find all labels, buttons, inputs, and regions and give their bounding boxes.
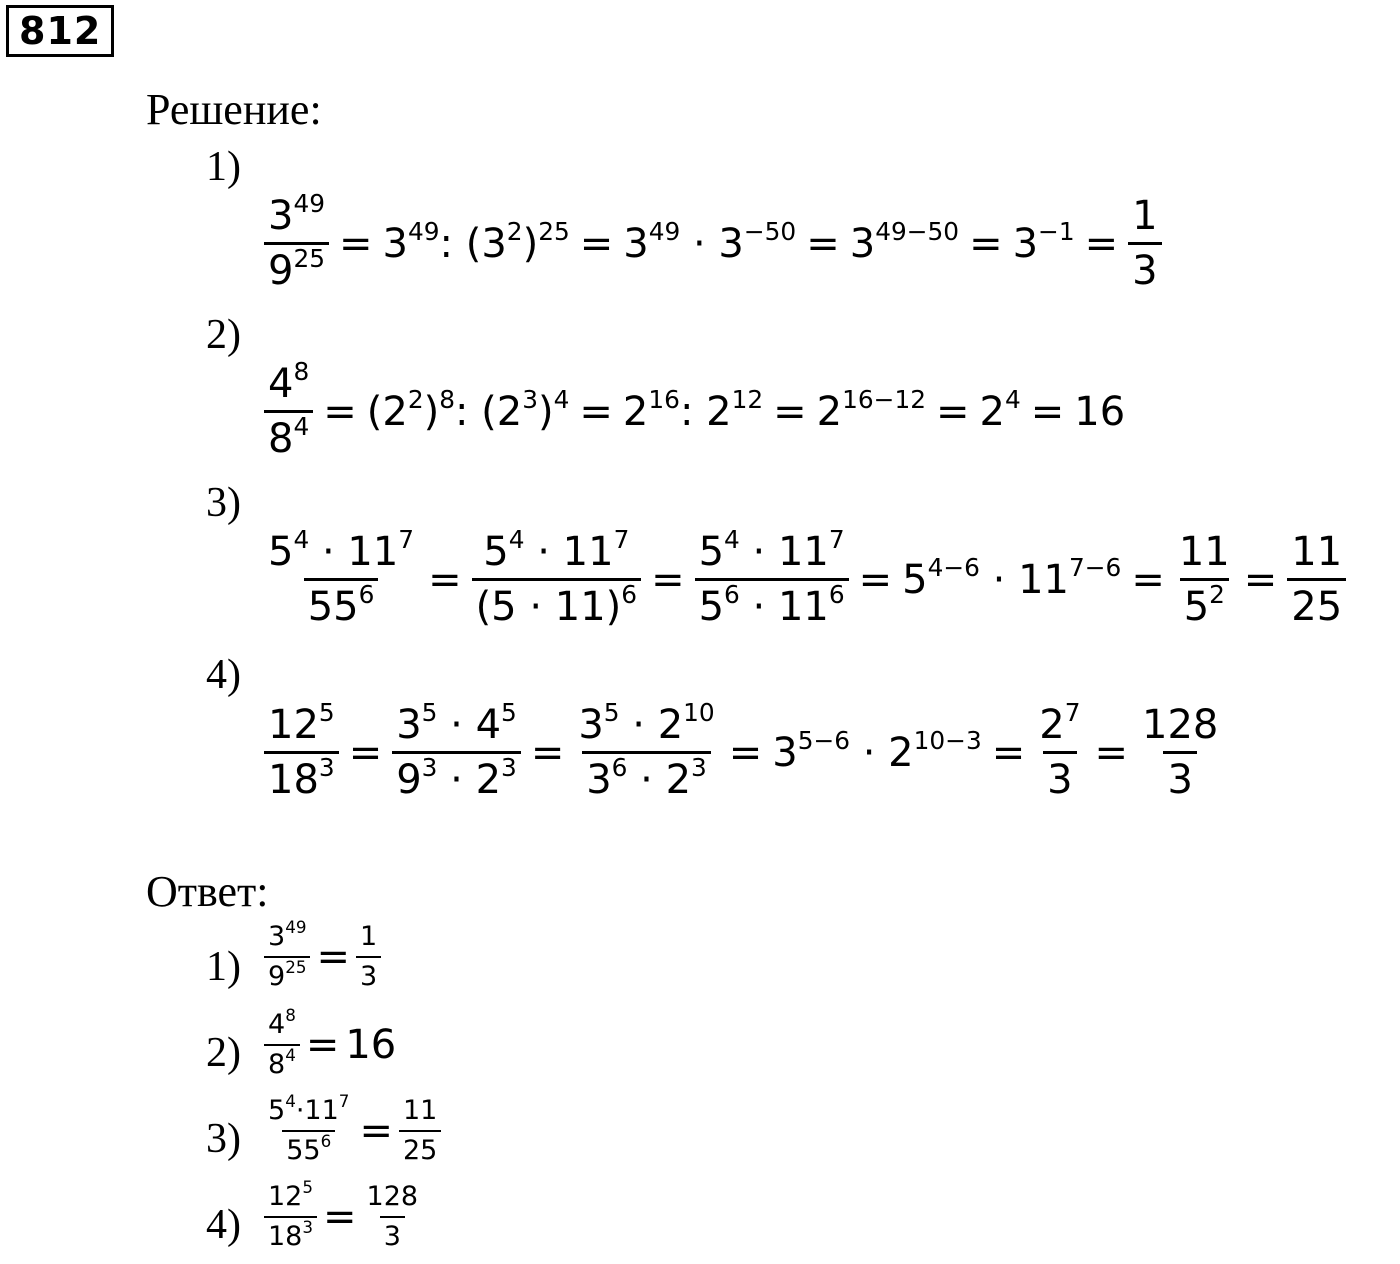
problem-number-badge: 812 <box>6 5 114 57</box>
fraction: $\frac{11}{25}$ <box>1287 530 1346 629</box>
answer-4-equation: $\frac{12^5}{18^3}$ = $\frac{128}{3}$ <box>264 1182 422 1251</box>
answer-heading: Ответ: <box>146 867 269 916</box>
answer-3-equation: $\frac{5^4\cdot 11^7}{55^6}$ = $\frac{11}{25}$ <box>264 1096 441 1165</box>
fraction: $\frac{3^{49}}{9^{25}}$ <box>264 922 310 991</box>
item-2-label: 2) <box>206 312 241 358</box>
item-3-equation: $\frac{5^4 \cdot 11^7}{55^6}$ = $\frac{5^4 \cdot 11^7}{(5 \cdot 11)^6}$ = $\frac{5^4 \cdot 11^7}{5^6 \cdot 11^6}$ = $5^{4-6} \cdot 11^{7-6}$ = $\frac{11}{5^2}$ = $\frac{11}{25}$ <box>264 530 1346 629</box>
item-3-label: 3) <box>206 480 241 526</box>
answer-1-label: 1) <box>206 944 241 990</box>
item-4-equation: $\frac{12^5}{18^3}$ = $\frac{3^5 \cdot 4^5}{9^3 \cdot 2^3}$ = $\frac{3^5 \cdot 2^{10}}{3^6 \cdot 2^3}$ = $3^{5-6} \cdot 2^{10-3}$ = $\frac{2^7}{3}$ = $\frac{128}{3}$ <box>264 703 1222 802</box>
fraction: $\frac{1}{3}$ <box>1128 194 1161 293</box>
fraction: $\frac{4^8}{8^4}$ <box>264 362 313 461</box>
item-2-equation: $\frac{4^8}{8^4}$ = $(2^2)^8$: $(2^3)^4$ = $2^{16}$: $2^{12}$ = $2^{16-12}$ = $2^4$ = 16 <box>264 362 1125 461</box>
answer-2-equation: $\frac{4^8}{8^4}$ = 16 <box>264 1010 396 1079</box>
fraction: $\frac{5^4 \cdot 11^7}{(5 \cdot 11)^6}$ <box>472 530 641 629</box>
item-1-label: 1) <box>206 144 241 190</box>
answer-4-label: 4) <box>206 1202 241 1248</box>
solution-heading: Решение: <box>146 85 322 134</box>
fraction: $\frac{3^5 \cdot 2^{10}}{3^6 \cdot 2^3}$ <box>578 698 715 803</box>
fraction: $\frac{3^{49}}{9^{25}}$ <box>264 194 329 293</box>
item-1-equation: $\frac{3^{49}}{9^{25}}$ = $3^{49}$: $(3^2)^{25}$ = $3^{49} \cdot 3^{-50}$ = $3^{49-50}$ = $3^{-1}$ = $\frac{1}{3}$ <box>264 194 1162 293</box>
answer-3-label: 3) <box>206 1116 241 1162</box>
answer-2-label: 2) <box>206 1030 241 1076</box>
fraction: $\frac{11}{5^2}$ <box>1178 529 1230 630</box>
fraction: $\frac{1}{3}$ <box>356 922 381 991</box>
fraction: $\frac{12^5}{18^3}$ <box>264 1182 317 1251</box>
fraction: $\frac{5^4 \cdot 11^7}{55^6}$ <box>268 525 415 630</box>
fraction: $\frac{3^5 \cdot 4^5}{9^3 \cdot 2^3}$ <box>392 703 521 802</box>
fraction: $\frac{5^4\cdot 11^7}{55^6}$ <box>268 1091 350 1166</box>
fraction: $\frac{12^5}{18^3}$ <box>264 703 339 802</box>
fraction: $\frac{2^7}{3}$ <box>1039 698 1081 803</box>
fraction: $\frac{11}{25}$ <box>399 1096 441 1165</box>
fraction: $\frac{5^4 \cdot 11^7}{5^6 \cdot 11^6}$ <box>695 530 849 629</box>
fraction: $\frac{128}{3}$ <box>1142 702 1219 803</box>
fraction: $\frac{128}{3}$ <box>366 1181 419 1252</box>
answer-1-equation: $\frac{3^{49}}{9^{25}}$ = $\frac{1}{3}$ <box>264 922 381 991</box>
item-4-label: 4) <box>206 652 241 698</box>
fraction: $\frac{4^8}{8^4}$ <box>264 1010 300 1079</box>
